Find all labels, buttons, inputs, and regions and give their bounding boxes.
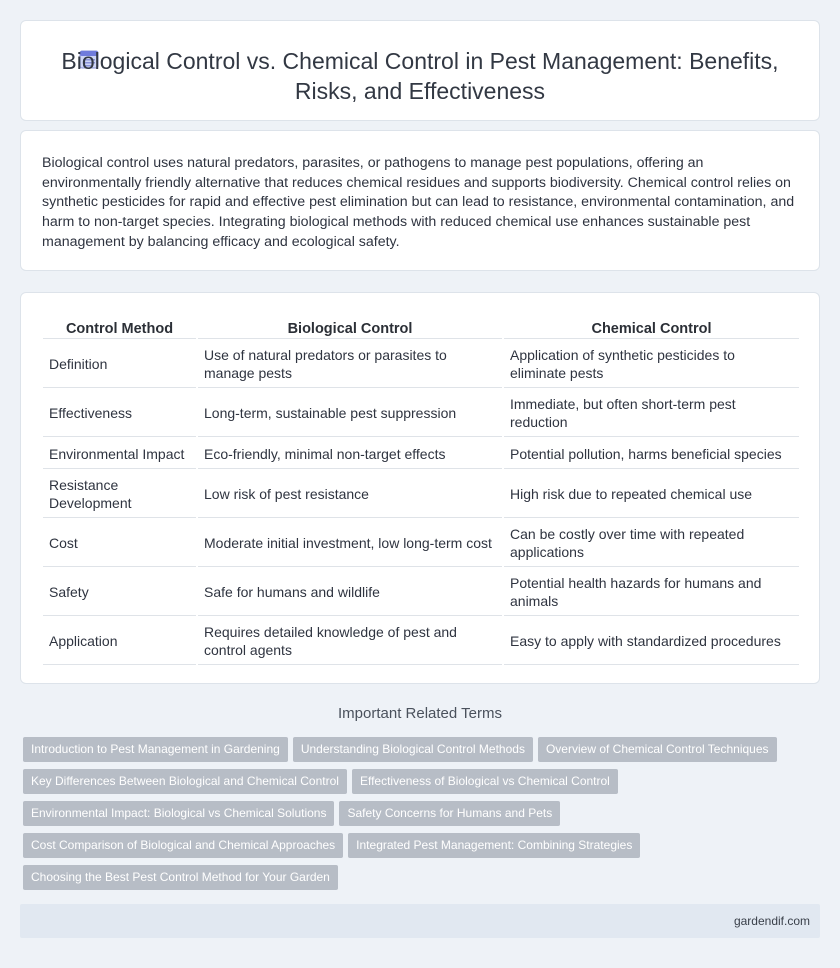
related-term-link[interactable]: Effectiveness of Biological vs Chemical Control — [352, 769, 618, 794]
column-header: Biological Control — [198, 315, 502, 339]
related-term-link[interactable]: Choosing the Best Pest Control Method for Your Garden — [23, 865, 338, 890]
table-row — [43, 390, 799, 437]
table-cell: Eco-friendly, minimal non-target effects — [198, 439, 502, 469]
related-term-link[interactable]: Overview of Chemical Control Techniques — [538, 737, 777, 762]
intro-paragraph: Biological control uses natural predators, parasites, or pathogens to manage pest populations, offering an environmentally friendly alternative that reduces chemical residues and supports biodiversity. Chemical control relies on synthetic pesticides for rapid and effective pest elimination but can lead to resistance, environmental contamination, and harm to non-target species. Integrating biological methods with reduced chemical use enhances sustainable pest management by balancing efficacy and ecological safety. — [42, 155, 795, 250]
related-term-link[interactable]: Safety Concerns for Humans and Pets — [339, 801, 560, 826]
related-term-link[interactable]: Cost Comparison of Biological and Chemical Approaches — [23, 833, 343, 858]
table-cell: Can be costly over time with repeated applications — [504, 520, 799, 567]
table-cell: Immediate, but often short-term pest reduction — [504, 390, 799, 437]
related-terms-heading: Important Related Terms — [338, 705, 502, 722]
table-cell: Safety — [43, 569, 196, 616]
footer — [20, 904, 820, 938]
table-cell: High risk due to repeated chemical use — [504, 471, 799, 518]
table-cell: Definition — [43, 341, 196, 388]
table-cell: Cost — [43, 520, 196, 567]
related-term-link[interactable]: Introduction to Pest Management in Gardening — [23, 737, 288, 762]
related-term-link[interactable]: Integrated Pest Management: Combining Strategies — [348, 833, 640, 858]
related-term-link[interactable]: Key Differences Between Biological and Chemical Control — [23, 769, 347, 794]
table-cell: Environmental Impact — [43, 439, 196, 469]
table-cell: Easy to apply with standardized procedures — [504, 618, 799, 665]
column-header: Chemical Control — [504, 315, 799, 339]
table-cell: Moderate initial investment, low long-term cost — [198, 520, 502, 567]
comparison-card — [20, 292, 820, 684]
table-row — [43, 439, 799, 469]
footer-site-link[interactable]: gardendif.com — [733, 914, 810, 928]
table-row — [43, 341, 799, 388]
related-term-link[interactable]: Understanding Biological Control Methods — [293, 737, 533, 762]
table-header-row — [43, 315, 799, 339]
comparison-table — [41, 313, 801, 667]
table-cell: Application of synthetic pesticides to eliminate pests — [504, 341, 799, 388]
table-cell: Low risk of pest resistance — [198, 471, 502, 518]
table-row — [43, 471, 799, 518]
table-row — [43, 618, 799, 665]
table-cell: Effectiveness — [43, 390, 196, 437]
intro-card — [20, 130, 820, 271]
table-cell: Potential health hazards for humans and animals — [504, 569, 799, 616]
page-title: Biological Control vs. Chemical Control in Pest Management: Benefits, Risks, and Effectiveness — [61, 48, 779, 104]
table-row — [43, 520, 799, 567]
related-term-link[interactable]: Environmental Impact: Biological vs Chemical Solutions — [23, 801, 334, 826]
column-header: Control Method — [43, 315, 196, 339]
table-cell: Potential pollution, harms beneficial species — [504, 439, 799, 469]
table-cell: Safe for humans and wildlife — [198, 569, 502, 616]
table-row — [43, 569, 799, 616]
table-cell: Requires detailed knowledge of pest and control agents — [198, 618, 502, 665]
table-cell: Resistance Development — [43, 471, 196, 518]
related-terms-list — [23, 737, 813, 897]
table-cell: Use of natural predators or parasites to manage pests — [198, 341, 502, 388]
table-cell: Long-term, sustainable pest suppression — [198, 390, 502, 437]
table-cell: Application — [43, 618, 196, 665]
title-card — [20, 20, 820, 121]
